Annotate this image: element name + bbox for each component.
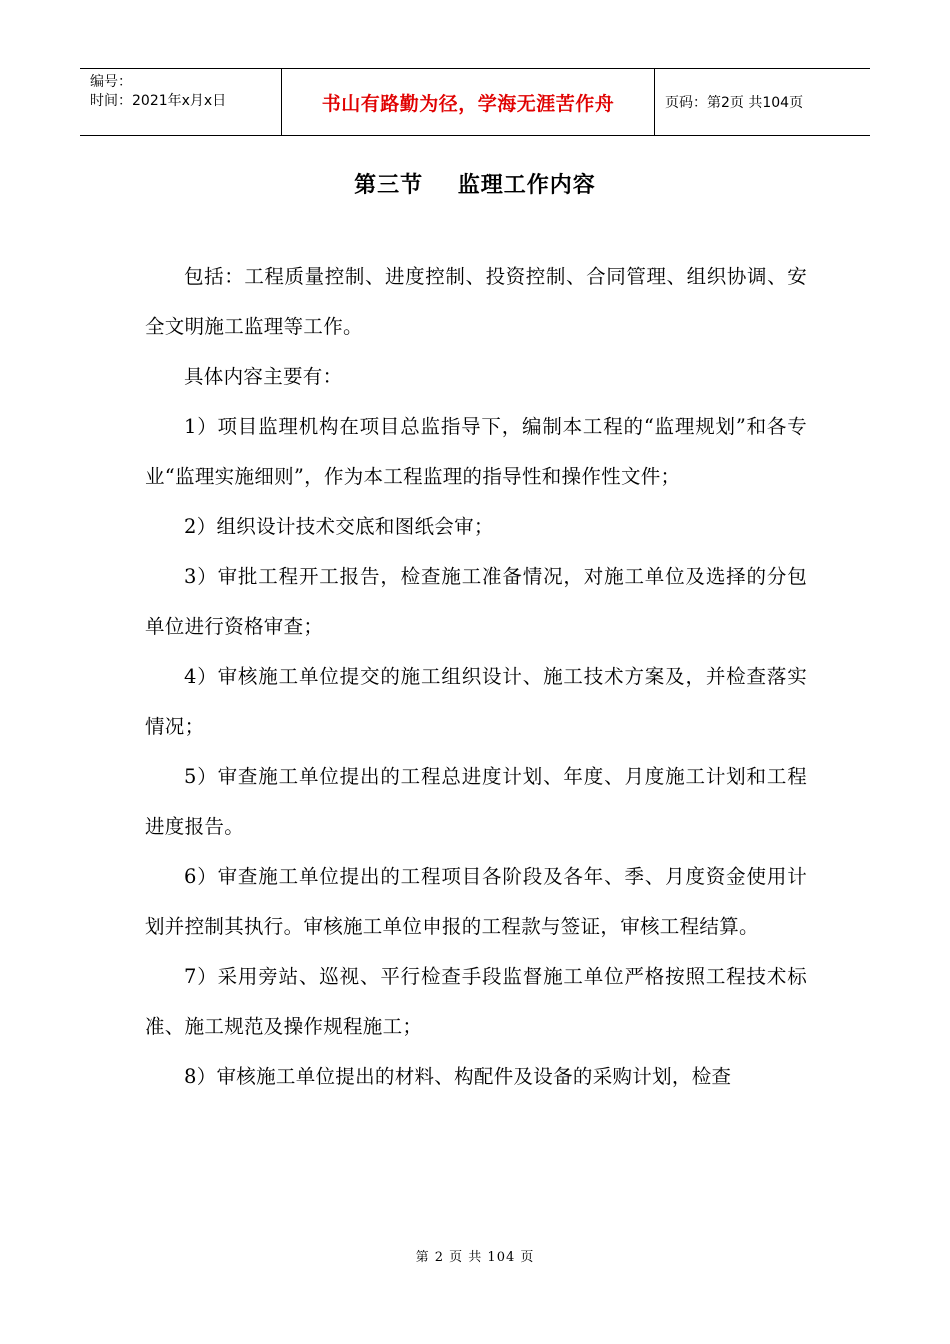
- paragraph: 3）审批工程开工报告，检查施工准备情况，对施工单位及选择的分包单位进行资格审查；: [145, 565, 807, 638]
- paragraph: 7）采用旁站、巡视、平行检查手段监督施工单位严格按照工程技术标准、施工规范及操作规程施工；: [145, 965, 807, 1038]
- paragraph: 具体内容主要有：: [184, 365, 343, 388]
- header-page-info: 页码：第2页 共104页: [665, 95, 804, 111]
- document-time-label: 时间：2021年x月x日: [90, 93, 227, 109]
- page-footer: 第 2 页 共 104 页: [415, 1250, 535, 1265]
- paragraph: 1）项目监理机构在项目总监指导下，编制本工程的“监理规划”和各专业“监理实施细则”，作为本工程监理的指导性和操作性文件；: [145, 415, 807, 488]
- document-number-label: 编号：: [90, 74, 132, 90]
- section-title: 第三节 监理工作内容: [354, 173, 596, 198]
- header-table: [80, 68, 870, 136]
- header-meta-cell: [80, 69, 282, 135]
- paragraph: 6）审查施工单位提出的工程项目各阶段及各年、季、月度资金使用计划并控制其执行。审核施工单位申报的工程款与签证，审核工程结算。: [145, 865, 807, 938]
- header-motto: 书山有路勤为径，学海无涯苦作舟: [282, 69, 655, 135]
- body-text: [145, 252, 807, 1102]
- paragraph: 包括：工程质量控制、进度控制、投资控制、合同管理、组织协调、安全文明施工监理等工作。: [145, 265, 807, 338]
- paragraph: 8）审核施工单位提出的材料、构配件及设备的采购计划，检查: [184, 1065, 732, 1088]
- paragraph: 2）组织设计技术交底和图纸会审；: [184, 515, 494, 538]
- paragraph: 5）审查施工单位提出的工程总进度计划、年度、月度施工计划和工程进度报告。: [145, 765, 807, 838]
- paragraph: 4）审核施工单位提交的施工组织设计、施工技术方案及，并检查落实情况；: [145, 665, 807, 738]
